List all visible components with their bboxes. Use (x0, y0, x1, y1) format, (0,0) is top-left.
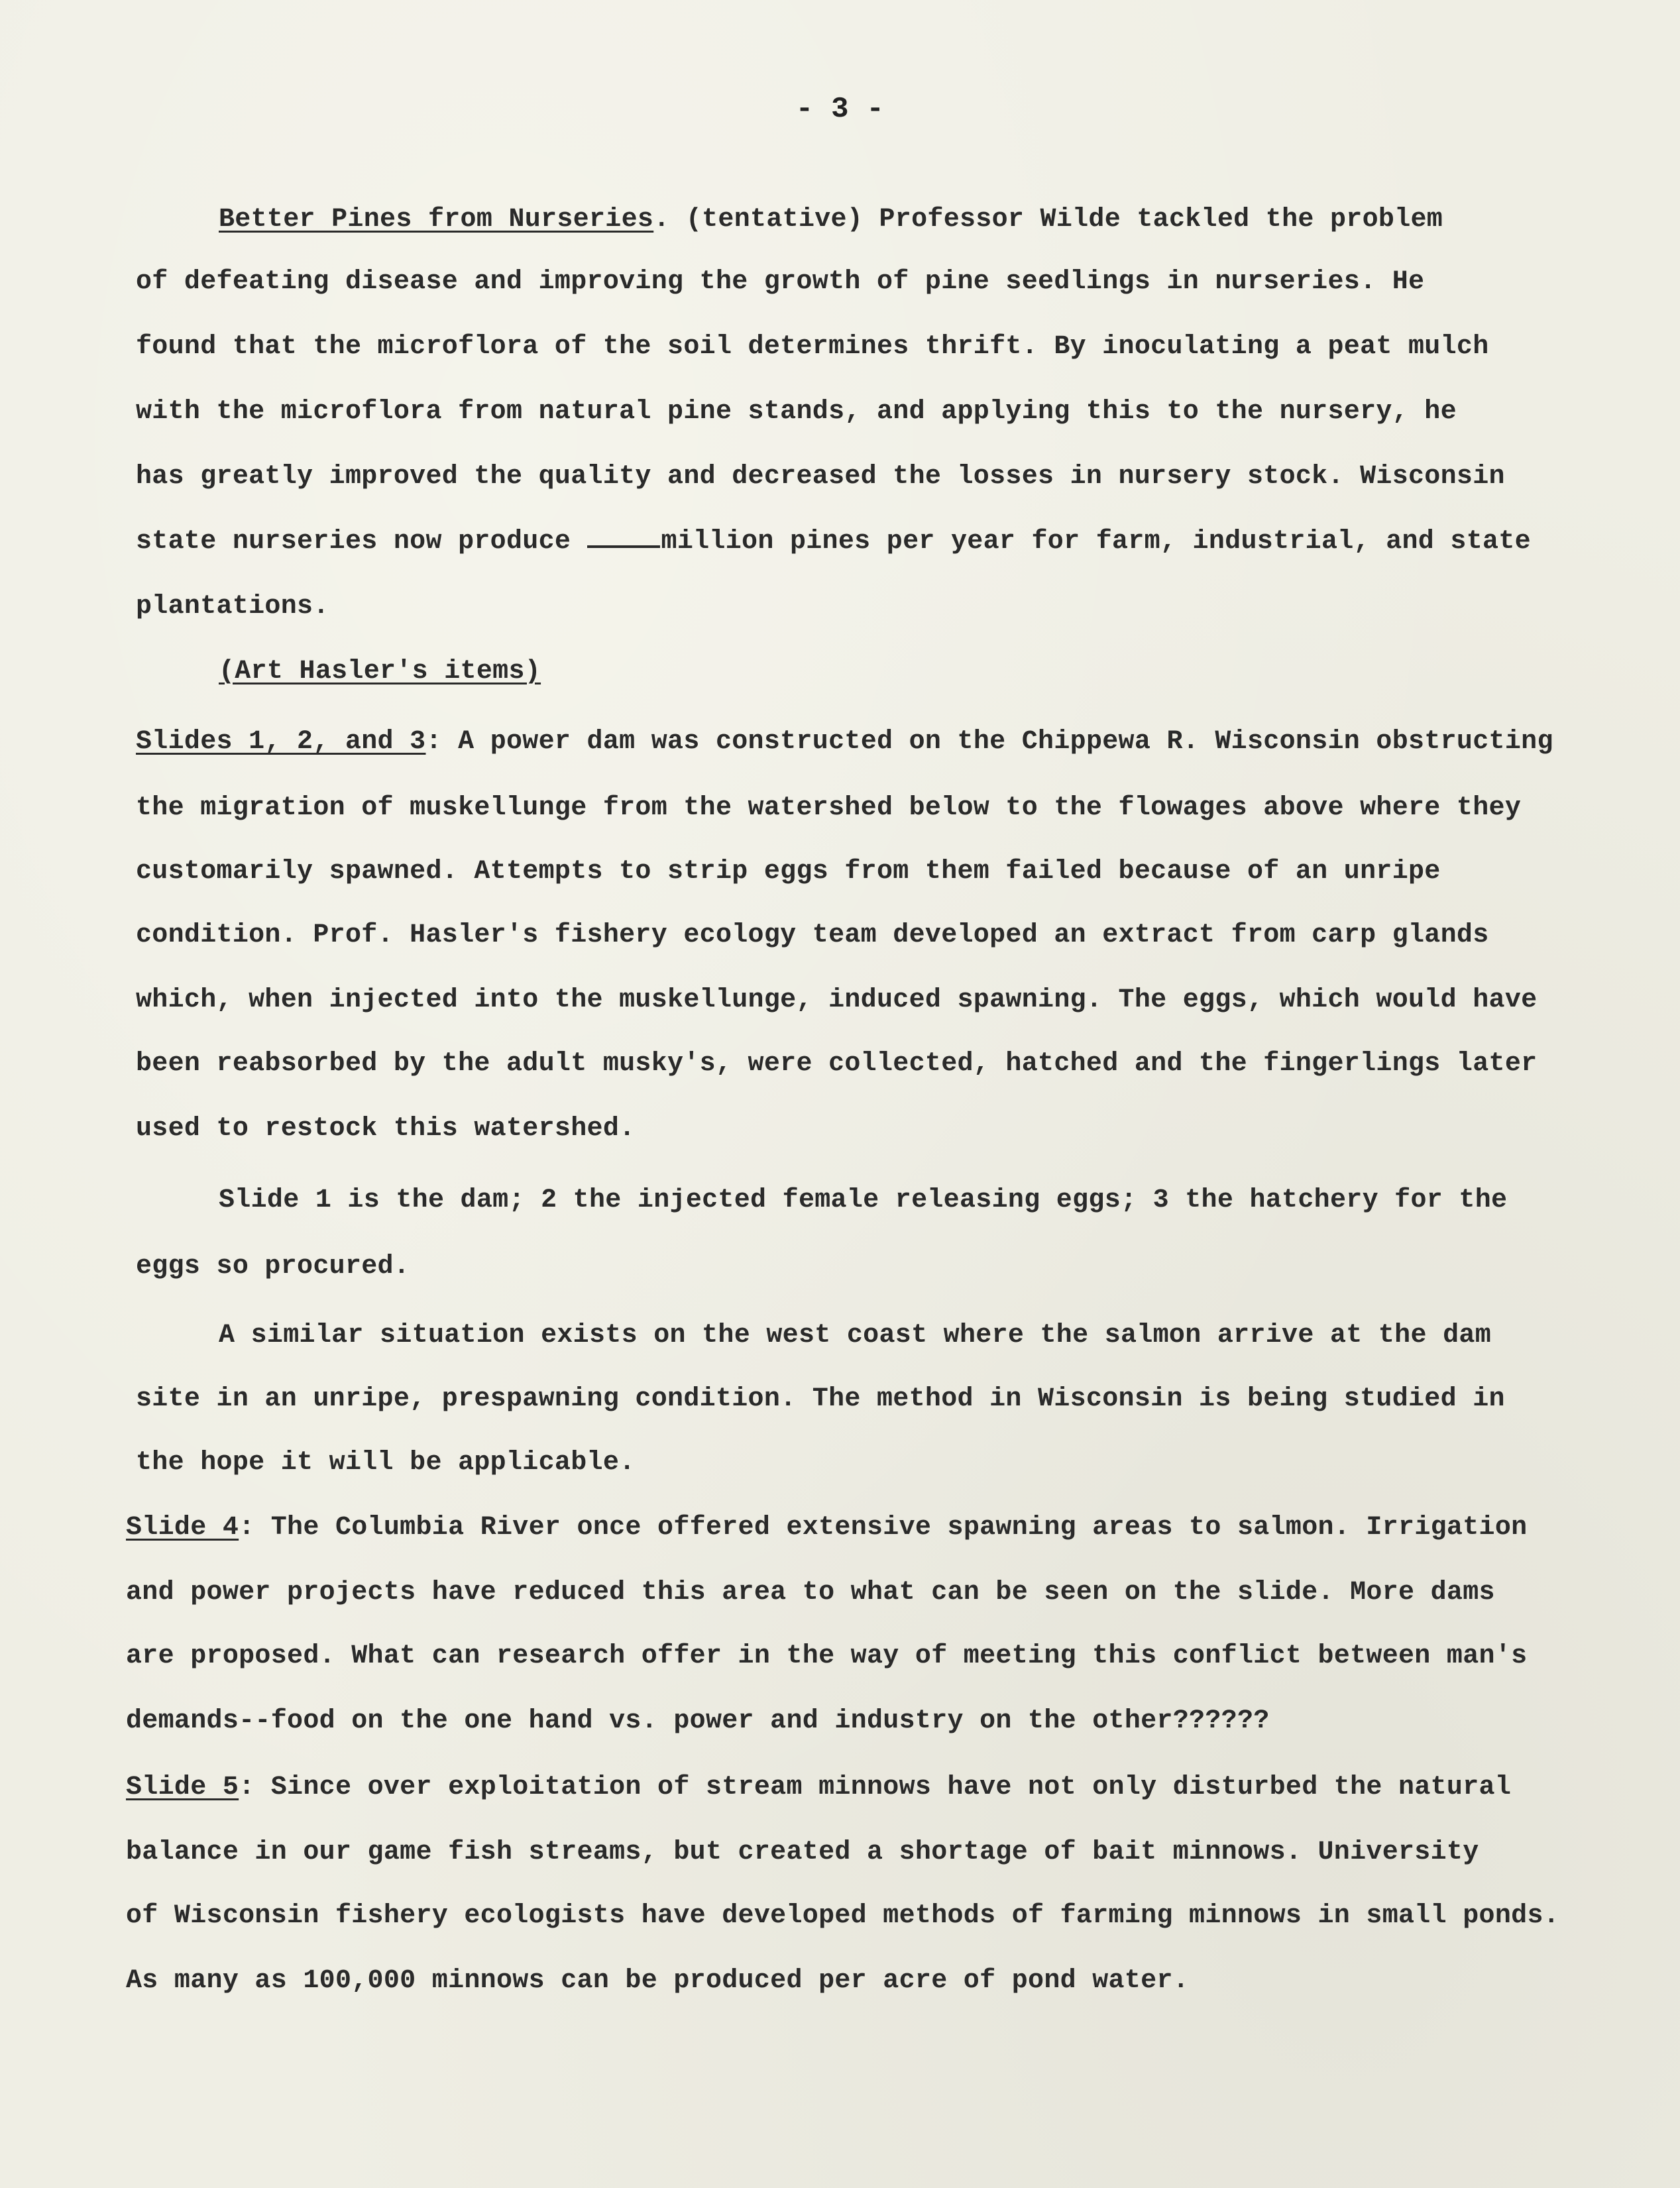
section-heading: Better Pines from Nurseries (219, 205, 654, 235)
text-line: state nurseries now produce million pines per year for farm, industrial, and state (136, 527, 1531, 557)
text-line: customarily spawned. Attempts to strip eggs from them failed because of an unripe (136, 857, 1441, 887)
text-line: plantations. (136, 592, 329, 622)
slide-label: Slide 5 (126, 1773, 239, 1802)
text-line: Slide 4: The Columbia River once offered extensive spawning areas to salmon. Irrigation (126, 1513, 1528, 1543)
text-line: the hope it will be applicable. (136, 1448, 636, 1478)
text-line: are proposed. What can research offer in the way of meeting this conflict between man's (126, 1641, 1528, 1671)
section-heading: (Art Hasler's items) (219, 657, 541, 686)
text-line: As many as 100,000 minnows can be produced per acre of pond water. (126, 1966, 1190, 1996)
text-line: balance in our game fish streams, but created a shortage of bait minnows. University (126, 1837, 1479, 1867)
text-line: and power projects have reduced this area to what can be seen on the slide. More dams (126, 1578, 1495, 1608)
text-line: site in an unripe, prespawning condition. The method in Wisconsin is being studied in (136, 1384, 1505, 1414)
text-line: of defeating disease and improving the growth of pine seedlings in nurseries. He (136, 267, 1425, 297)
blank-line (587, 545, 660, 548)
text-line: which, when injected into the muskellunge, induced spawning. The eggs, which would have (136, 985, 1538, 1015)
text-line: been reabsorbed by the adult musky's, were collected, hatched and the fingerlings later (136, 1049, 1538, 1079)
text-line: of Wisconsin fishery ecologists have developed methods of farming minnows in small ponds. (126, 1901, 1560, 1931)
text-line: eggs so procured. (136, 1252, 410, 1282)
text-line: with the microflora from natural pine stands, and applying this to the nursery, he (136, 397, 1457, 427)
text-line: Slide 5: Since over exploitation of stream minnows have not only disturbed the natural (126, 1773, 1512, 1802)
text-line: Slides 1, 2, and 3: A power dam was constructed on the Chippewa R. Wisconsin obstructing (136, 727, 1553, 757)
text-line: used to restock this watershed. (136, 1114, 636, 1144)
slide-label: Slide 4 (126, 1513, 239, 1543)
text-line: has greatly improved the quality and decreased the losses in nursery stock. Wisconsin (136, 462, 1505, 492)
text-line: found that the microflora of the soil determines thrift. By inoculating a peat mulch (136, 332, 1489, 362)
text-line: Better Pines from Nurseries. (tentative) Professor Wilde tackled the problem (219, 205, 1443, 235)
text-line: A similar situation exists on the west coast where the salmon arrive at the dam (219, 1321, 1492, 1350)
page-number: - 3 - (795, 93, 885, 126)
text-line: the migration of muskellunge from the watershed below to the flowages above where they (136, 793, 1522, 823)
text-line: Slide 1 is the dam; 2 the injected female releasing eggs; 3 the hatchery for the (219, 1185, 1508, 1215)
slide-label: Slides 1, 2, and 3 (136, 727, 426, 757)
text-line: demands--food on the one hand vs. power and industry on the other?????? (126, 1706, 1270, 1736)
text-line (219, 659, 541, 685)
text-line: condition. Prof. Hasler's fishery ecology team developed an extract from carp glands (136, 920, 1489, 950)
